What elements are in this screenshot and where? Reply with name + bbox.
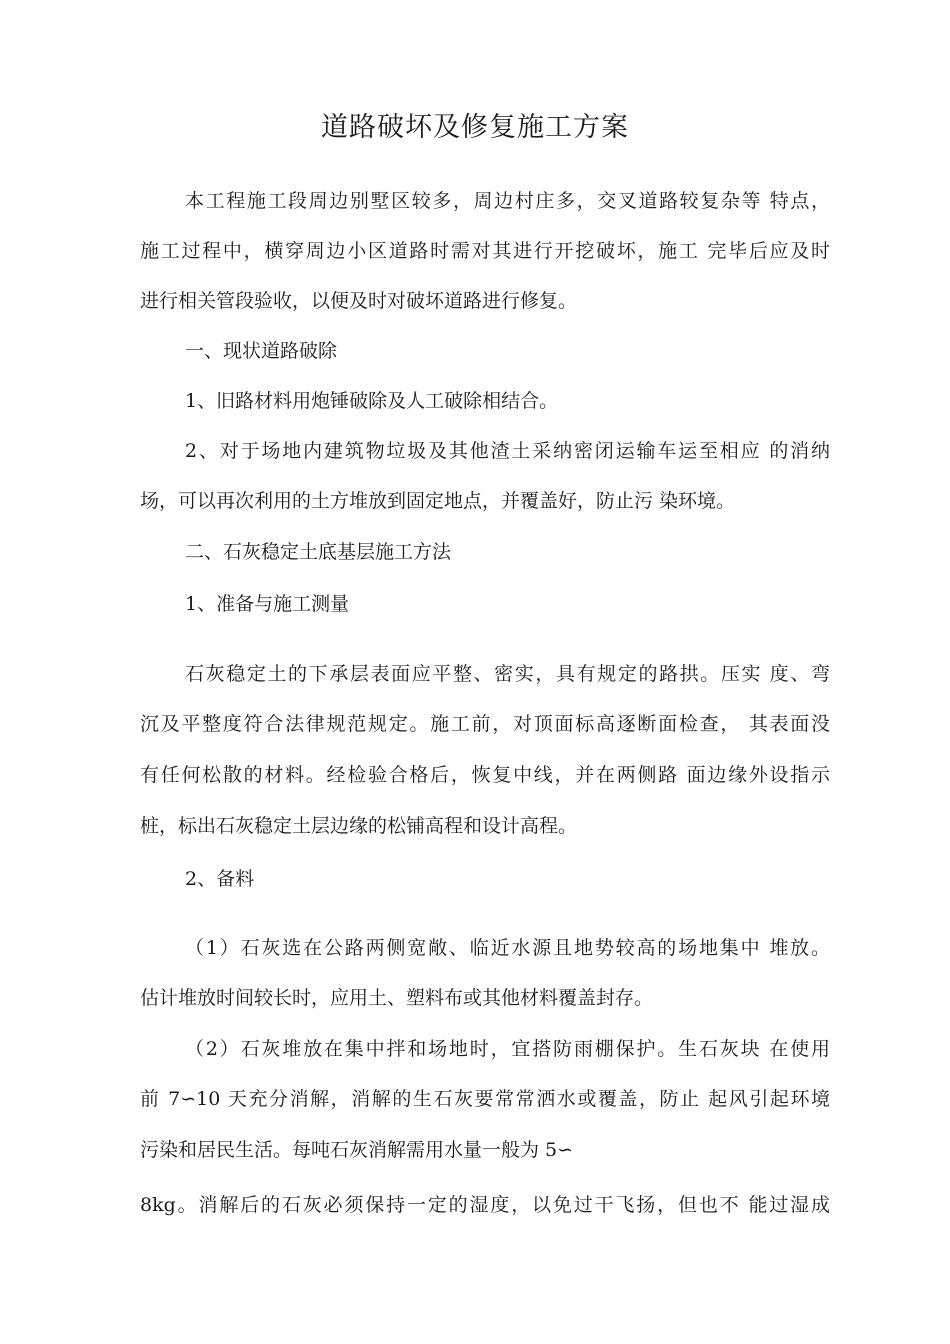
paragraph-line: 8kg。消解后的石灰必须保持一定的湿度，以免过干飞扬，但也不 能过湿成 xyxy=(140,1194,830,1216)
document-title: 道路破坏及修复施工方案 xyxy=(321,112,629,143)
paragraph-line: 污染和居民生活。每吨石灰消解需用水量一般为 5∽ xyxy=(140,1139,574,1161)
paragraph-line: 有任何松散的材料。经检验合格后，恢复中线，并在两侧路 面边缘外设指示 xyxy=(140,764,830,786)
paragraph-line: 2、对于场地内建筑物垃圾及其他渣土采纳密闭运输车运至相应 的消纳 xyxy=(185,440,830,462)
paragraph-line: 沉及平整度符合法律规范规定。施工前，对顶面标高逐断面检查， 其表面没 xyxy=(140,713,830,735)
paragraph-line: 本工程施工段周边别墅区较多，周边村庄多，交叉道路较复杂等 特点， xyxy=(185,190,830,212)
section-heading: 一、现状道路破除 xyxy=(185,340,338,362)
paragraph-line: （2）石灰堆放在集中拌和场地时，宜搭防雨棚保护。生石灰块 在使用 xyxy=(185,1038,830,1060)
paragraph-line: 石灰稳定土的下承层表面应平整、密实，具有规定的路拱。压实 度、弯 xyxy=(185,663,830,685)
paragraph-line: （1）石灰选在公路两侧宽敞、临近水源且地势较高的场地集中 堆放。 xyxy=(185,937,830,959)
paragraph-line: 进行相关管段验收，以便及时对破坏道路进行修复。 xyxy=(140,290,578,312)
paragraph-line: 桩，标出石灰稳定土层边缘的松铺高程和设计高程。 xyxy=(140,815,578,837)
paragraph-line: 施工过程中，横穿周边小区道路时需对其进行开挖破坏，施工 完毕后应及时 xyxy=(140,240,830,262)
paragraph-line: 场，可以再次利用的土方堆放到固定地点，并覆盖好，防止污 染环境。 xyxy=(140,490,736,512)
paragraph-line: 估计堆放时间较长时，应用土、塑料布或其他材料覆盖封存。 xyxy=(140,987,654,1009)
section-heading: 二、石灰稳定土底基层施工方法 xyxy=(185,541,452,563)
subsection-heading: 1、准备与施工测量 xyxy=(185,593,350,615)
paragraph-line: 前 7∽10 天充分消解，消解的生石灰要常常洒水或覆盖，防止 起风引起环境 xyxy=(140,1088,830,1110)
paragraph-line: 1、旧路材料用炮锤破除及人工破除相结合。 xyxy=(185,390,559,412)
subsection-heading: 2、备料 xyxy=(185,868,255,890)
